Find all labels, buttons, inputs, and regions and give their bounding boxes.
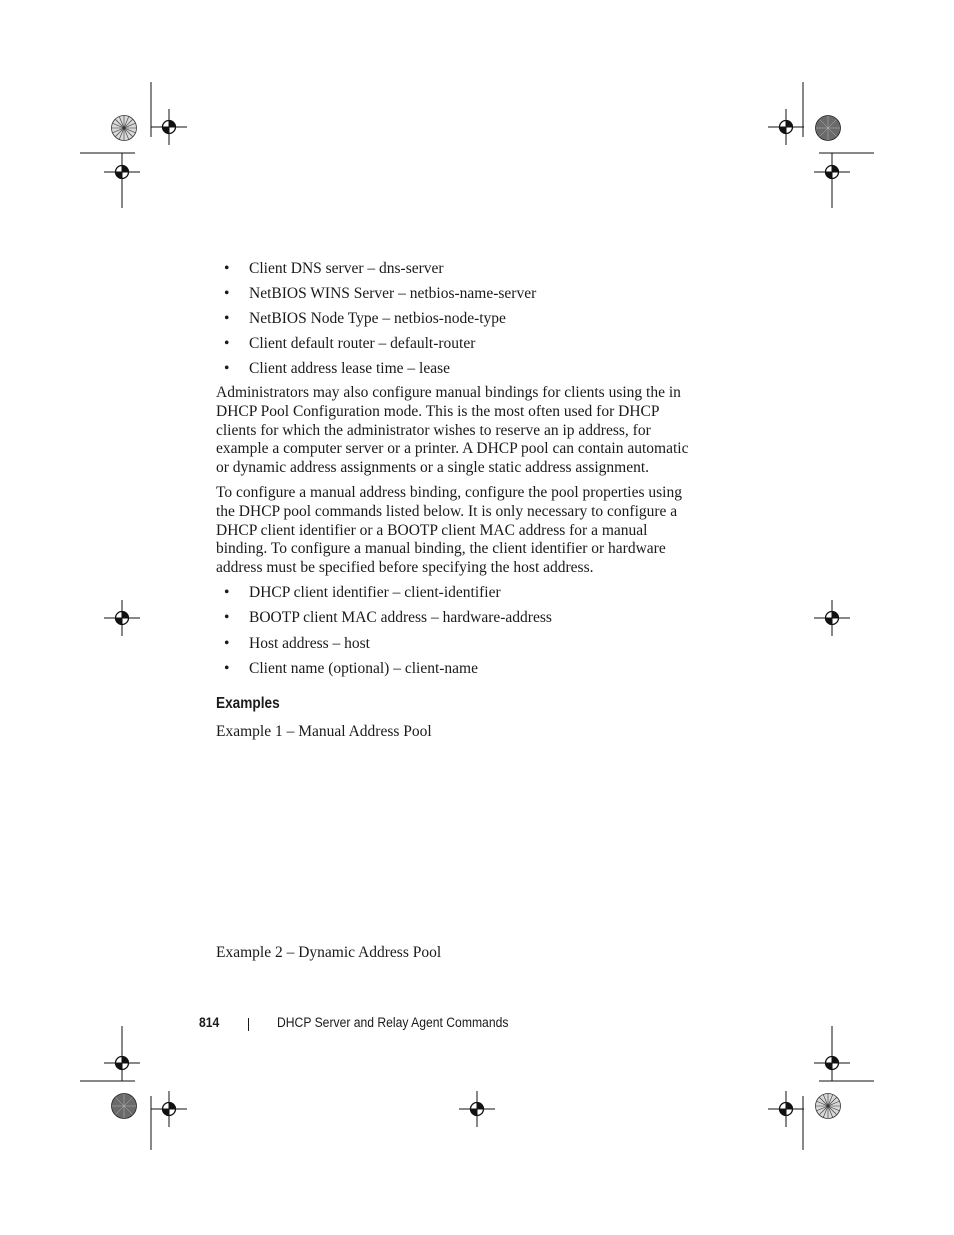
bullet-list-binding-commands xyxy=(216,583,716,684)
list-item: • Host address – host xyxy=(224,634,370,652)
list-item: • BOOTP client MAC address – hardware-address xyxy=(224,609,552,627)
bullet: • xyxy=(224,310,230,327)
list-item: • NetBIOS Node Type – netbios-node-type xyxy=(224,310,506,327)
list-item: • Client default router – default-router xyxy=(224,335,476,352)
list-item: • NetBIOS WINS Server – netbios-name-server xyxy=(224,285,537,302)
list-item: • DHCP client identifier – client-identifier xyxy=(224,584,501,601)
bullet: • xyxy=(224,609,230,627)
section-heading: Examples xyxy=(216,695,280,712)
example-2-caption: Example 2 – Dynamic Address Pool xyxy=(216,944,442,961)
example-1-caption: Example 1 – Manual Address Pool xyxy=(216,723,432,740)
bullet: • xyxy=(224,634,230,652)
bullet: • xyxy=(224,584,230,601)
list-item: • Client address lease time – lease xyxy=(224,360,451,377)
paragraph-configure-binding: To configure a manual address binding, configure the pool properties using the DHCP pool commands listed below. It is only necessary to configure a DHCP client identifier or a BOOTP client MAC address for a manual binding. To configure a manual binding, the client identifier or hardware address must be specified before specifying the host address. xyxy=(216,484,682,577)
footer-divider xyxy=(248,1018,249,1031)
bullet: • xyxy=(224,360,230,377)
bullet-list-dhcp-options xyxy=(216,259,716,384)
list-item: • Client name (optional) – client-name xyxy=(224,659,478,677)
paragraph-manual-bindings: Administrators may also configure manual bindings for clients using the in DHCP Pool Configuration mode. This is the most often used for DHCP clients for which the administrator wishes to reserve an ip address, for example a computer server or a printer. A DHCP pool can contain automatic or dynamic address assignments or a single static address assignment. xyxy=(216,384,689,477)
bullet: • xyxy=(224,659,230,677)
bullet: • xyxy=(224,260,230,277)
bullet: • xyxy=(224,285,230,302)
footer-chapter-title: DHCP Server and Relay Agent Commands xyxy=(277,1015,509,1030)
bullet: • xyxy=(224,335,230,352)
list-item: • Client DNS server – dns-server xyxy=(224,260,444,277)
page-number: 814 xyxy=(199,1015,220,1030)
